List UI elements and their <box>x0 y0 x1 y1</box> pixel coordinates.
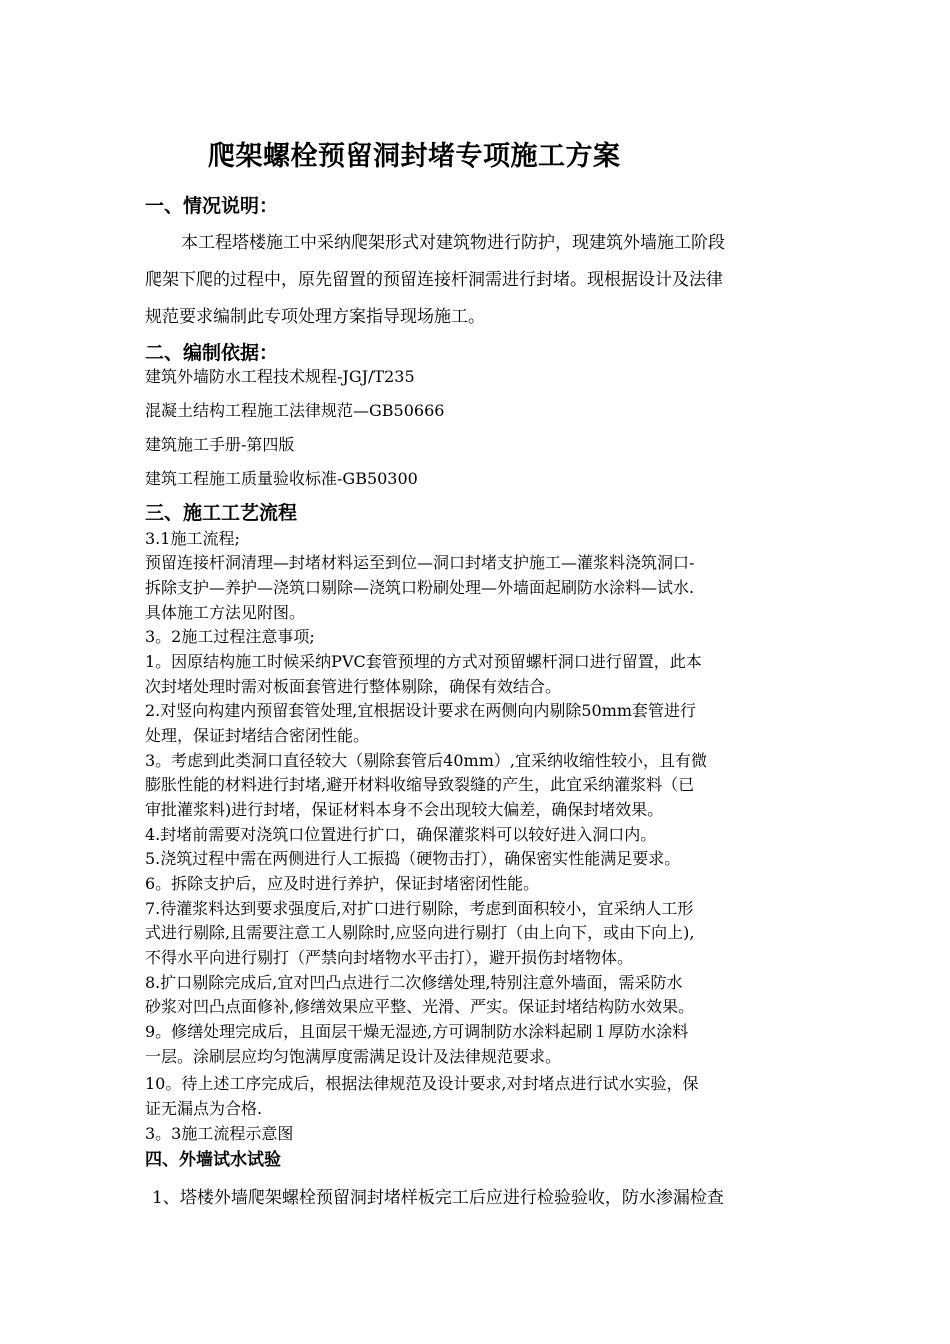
paragraph-line: 1、塔楼外墙爬架螺栓预留洞封堵样板完工后应进行检验验收，防水渗漏检查 <box>152 1188 724 1208</box>
body-line: 砂浆对凹凸点面修补,修缮效果应平整、光滑、严实。保证封堵结构防水效果。 <box>145 997 695 1016</box>
body-line: 8.扩口剔除完成后,宜对凹凸点进行二次修缮处理,特别注意外墙面，需采防水 <box>145 973 683 992</box>
body-line: 证无漏点为合格. <box>145 1099 263 1118</box>
body-line: 2.对竖向构建内预留套管处理,宜根据设计要求在两侧向内剔除50mm套管进行 <box>145 701 697 720</box>
paragraph-line: 爬架下爬的过程中，原先留置的预留连接杆洞需进行封堵。现根据设计及法律 <box>145 270 723 290</box>
section-2-heading: 二、编制依据： <box>145 342 279 364</box>
body-line: 4.封堵前需要对浇筑口位置进行扩口，确保灌浆料可以较好进入洞口内。 <box>145 825 657 844</box>
body-line: 次封堵处理时需对板面套管进行整体剔除，确保有效结合。 <box>145 677 562 696</box>
body-line: 具体施工方法见附图。 <box>145 603 306 622</box>
body-line: 审批灌浆料)进行封堵，保证材料本身不会出现较大偏差，确保封堵效果。 <box>145 800 664 819</box>
reference-item: 建筑工程施工质量验收标准-GB50300 <box>145 469 418 488</box>
body-line: 5.浇筑过程中需在两侧进行人工振捣（硬物击打），确保密实性能满足要求。 <box>145 849 681 868</box>
body-line: 不得水平向进行剔打（严禁向封堵物水平击打），避开损伤封堵物体。 <box>145 948 634 967</box>
reference-item: 建筑施工手册-第四版 <box>145 435 295 454</box>
body-line: 一层。涂刷层应均匀饱满厚度需满足设计及法律规范要求。 <box>145 1047 562 1066</box>
paragraph-line: 本工程塔楼施工中采纳爬架形式对建筑物进行防护，现建筑外墙施工阶段 <box>181 233 725 253</box>
paragraph-line: 规范要求编制此专项处理方案指导现场施工。 <box>145 307 485 327</box>
reference-item: 建筑外墙防水工程技术规程-JGJ/T235 <box>145 367 415 386</box>
reference-item: 混凝土结构工程施工法律规范—GB50666 <box>145 401 445 420</box>
document-title: 爬架螺栓预留洞封堵专项施工方案 <box>208 141 621 172</box>
body-line: 3。2施工过程注意事项; <box>145 627 315 646</box>
body-line: 10。待上述工序完成后，根据法律规范及设计要求,对封堵点进行试水实验，保 <box>145 1074 699 1093</box>
section-3-heading: 三、施工工艺流程 <box>145 502 298 524</box>
body-line: 3。3施工流程示意图 <box>145 1124 294 1143</box>
body-line: 7.待灌浆料达到要求强度后,对扩口进行剔除，考虑到面积较小，宜采纳人工形 <box>145 899 694 918</box>
body-line: 1。因原结构施工时候采纳PVC套管预埋的方式对预留螺杆洞口进行留置，此本 <box>145 652 702 671</box>
body-line: 3.1施工流程; <box>145 529 240 548</box>
body-line: 处理，保证封堵结合密闭性能。 <box>145 726 370 745</box>
body-line: 9。修缮处理完成后，且面层干燥无湿迹,方可调制防水涂料起刷１厚防水涂料 <box>145 1022 689 1041</box>
body-line: 拆除支护—养护—浇筑口剔除—浇筑口粉刷处理—外墙面起刷防水涂料—试水. <box>145 578 695 597</box>
body-line: 3。考虑到此类洞口直径较大（剔除套管后40mm）,宜采纳收缩性较小，且有微 <box>145 751 707 770</box>
body-line: 式进行剔除,且需要注意工人剔除时,应竖向进行剔打（由上向下，或由下向上), <box>145 923 695 942</box>
section-1-heading: 一、情况说明： <box>145 195 279 217</box>
body-line: 6。拆除支护后，应及时进行养护，保证封堵密闭性能。 <box>145 874 540 893</box>
body-line: 膨胀性能的材料进行封堵,避开材料收缩导致裂缝的产生，此宜采纳灌浆料（已 <box>145 775 695 794</box>
section-4-heading: 四、外墙试水试验 <box>145 1150 281 1170</box>
body-line: 预留连接杆洞清理—封堵材料运至到位—洞口封堵支护施工—灌浆料浇筑洞口- <box>145 553 695 572</box>
